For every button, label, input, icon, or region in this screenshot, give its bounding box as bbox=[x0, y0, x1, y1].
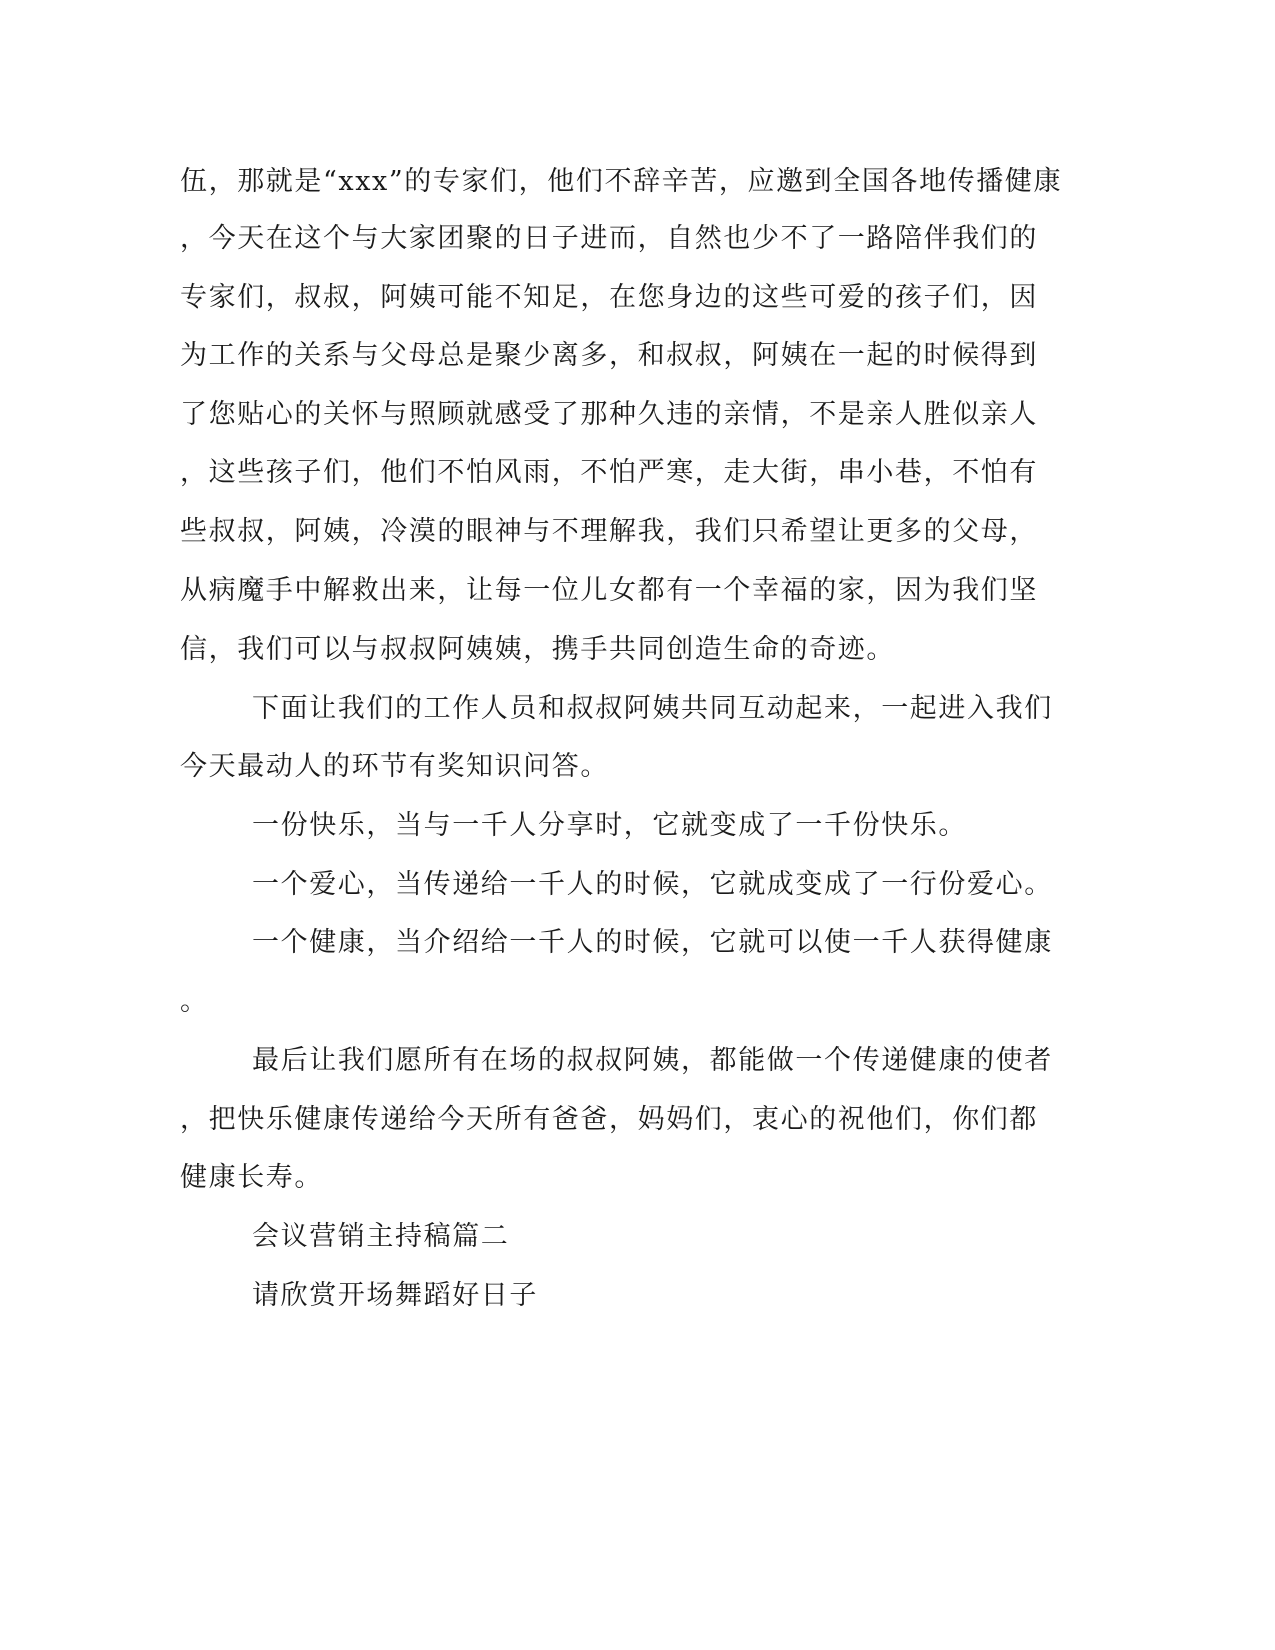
text-line: 健康长寿。 bbox=[180, 1162, 323, 1193]
text-line: 信，我们可以与叔叔阿姨姨，携手共同创造生命的奇迹。 bbox=[180, 634, 895, 665]
text-line: 伍，那就是“xxx”的专家们，他们不辞辛苦，应邀到全国各地传播健康 bbox=[180, 166, 1063, 197]
text-line: 了您贴心的关怀与照顾就感受了那种久违的亲情，不是亲人胜似亲人 bbox=[180, 399, 1038, 430]
text-line: 。 bbox=[180, 986, 209, 1017]
text-line: 一个爱心，当传递给一千人的时候，它就成变成了一行份爱心。 bbox=[252, 869, 1053, 900]
text-line: 今天最动人的环节有奖知识问答。 bbox=[180, 751, 609, 782]
text-line: 为工作的关系与父母总是聚少离多，和叔叔，阿姨在一起的时候得到 bbox=[180, 340, 1038, 371]
text-line: ，今天在这个与大家团聚的日子进而，自然也少不了一路陪伴我们的 bbox=[180, 223, 1038, 254]
text-line: 专家们，叔叔，阿姨可能不知足，在您身边的这些可爱的孩子们，因 bbox=[180, 282, 1038, 313]
text-line: 请欣赏开场舞蹈好日子 bbox=[252, 1280, 538, 1311]
text-line: 从病魔手中解救出来，让每一位儿女都有一个幸福的家，因为我们坚 bbox=[180, 575, 1038, 606]
text-line: ，把快乐健康传递给今天所有爸爸，妈妈们，衷心的祝他们，你们都 bbox=[180, 1104, 1038, 1135]
section-heading: 会议营销主持稿篇二 bbox=[252, 1221, 510, 1252]
text-line: 些叔叔，阿姨，冷漠的眼神与不理解我，我们只希望让更多的父母， bbox=[180, 516, 1038, 547]
text-line: ，这些孩子们，他们不怕风雨，不怕严寒，走大街，串小巷，不怕有 bbox=[180, 457, 1038, 488]
text-line: 下面让我们的工作人员和叔叔阿姨共同互动起来，一起进入我们 bbox=[252, 693, 1053, 724]
text-line: 一个健康，当介绍给一千人的时候，它就可以使一千人获得健康 bbox=[252, 927, 1053, 958]
text-line: 最后让我们愿所有在场的叔叔阿姨，都能做一个传递健康的使者 bbox=[252, 1045, 1053, 1076]
text-line: 一份快乐，当与一千人分享时，它就变成了一千份快乐。 bbox=[252, 810, 967, 841]
